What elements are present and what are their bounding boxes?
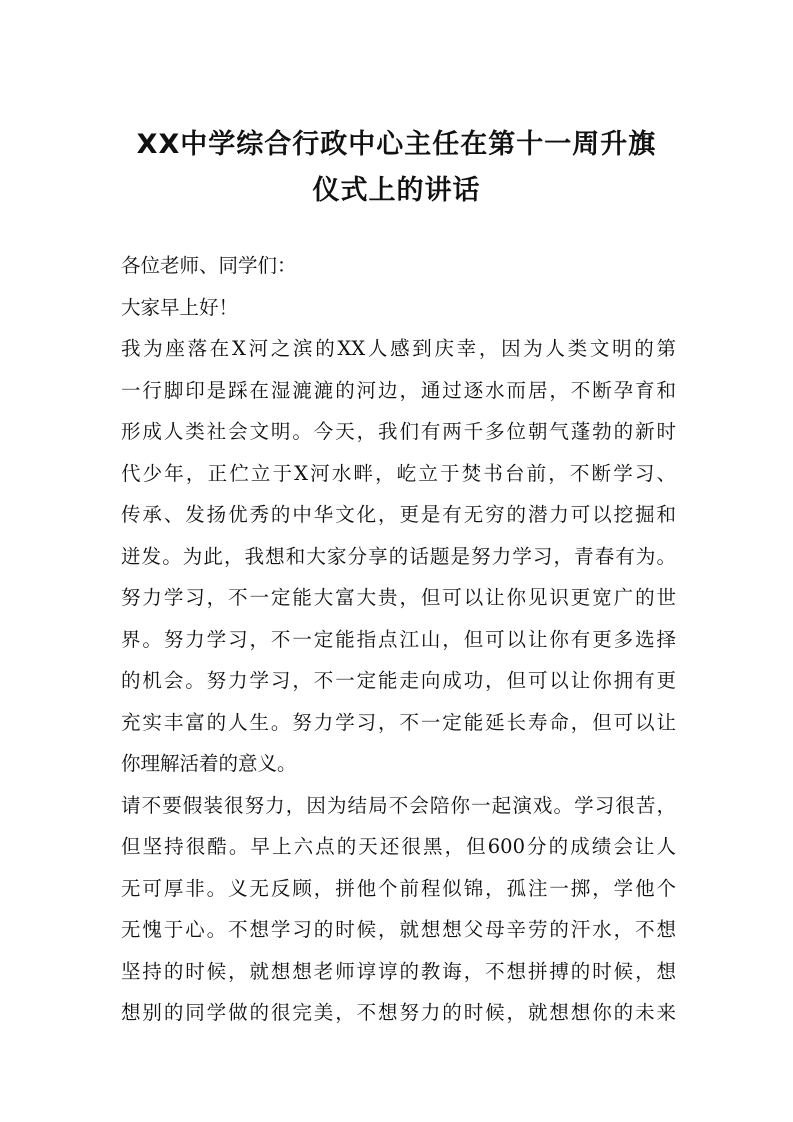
body-text-line: 代少年，正伫立于X河水畔，屹立于焚书台前，不断学习、 xyxy=(121,461,676,485)
body-text-line: 我为座落在X河之滨的XX人感到庆幸，因为人类文明的第 xyxy=(121,337,676,360)
body-text-line: 坚持的时候，就想想老师谆谆的教诲，不想拼搏的时候，想 xyxy=(121,959,676,983)
body-text-line: 请不要假装很努力，因为结局不会陪你一起演戏。学习很苦， xyxy=(121,793,676,817)
body-text-line: 各位老师、同学们： xyxy=(121,254,297,277)
body-text-line: 迸发。为此，我想和大家分享的话题是努力学习，青春有为。 xyxy=(121,544,676,568)
body-text-line: 无可厚非。义无反顾，拼他个前程似锦，孤注一掷，学他个 xyxy=(121,876,676,900)
body-text-line: 充实丰富的人生。努力学习，不一定能延长寿命，但可以让 xyxy=(121,710,676,734)
body-text-line: 一行脚印是踩在湿漉漉的河边，通过逐水而居，不断孕育和 xyxy=(121,378,676,402)
body-text-line: 界。努力学习，不一定能指点江山，但可以让你有更多选择 xyxy=(121,627,676,651)
body-text-line: 无愧于心。不想学习的时候，就想想父母辛劳的汗水，不想 xyxy=(121,918,676,941)
title-line-1: XX中学综合行政中心主任在第十一周升旗 xyxy=(136,129,657,160)
title-line-2: 仪式上的讲话 xyxy=(312,175,481,206)
body-text-line: 传承、发扬优秀的中华文化，更是有无穷的潜力可以挖掘和 xyxy=(121,503,676,526)
body-text-line: 想别的同学做的很完美，不想努力的时候，就想想你的未来 xyxy=(121,1001,676,1024)
document-body xyxy=(121,245,676,1034)
body-text-line: 你理解活着的意义。 xyxy=(121,752,297,775)
body-text-line: 努力学习，不一定能大富大贵，但可以让你见识更宽广的世 xyxy=(121,586,676,609)
body-text-line: 但坚持很酷。早上六点的天还很黑，但600分的成绩会让人 xyxy=(121,835,676,858)
document-title xyxy=(100,122,693,214)
body-text-line: 的机会。努力学习，不一定能走向成功，但可以让你拥有更 xyxy=(121,669,676,692)
body-text-line: 形成人类社会文明。今天，我们有两千多位朝气蓬勃的新时 xyxy=(121,420,676,443)
body-text-line: 大家早上好！ xyxy=(121,295,239,319)
